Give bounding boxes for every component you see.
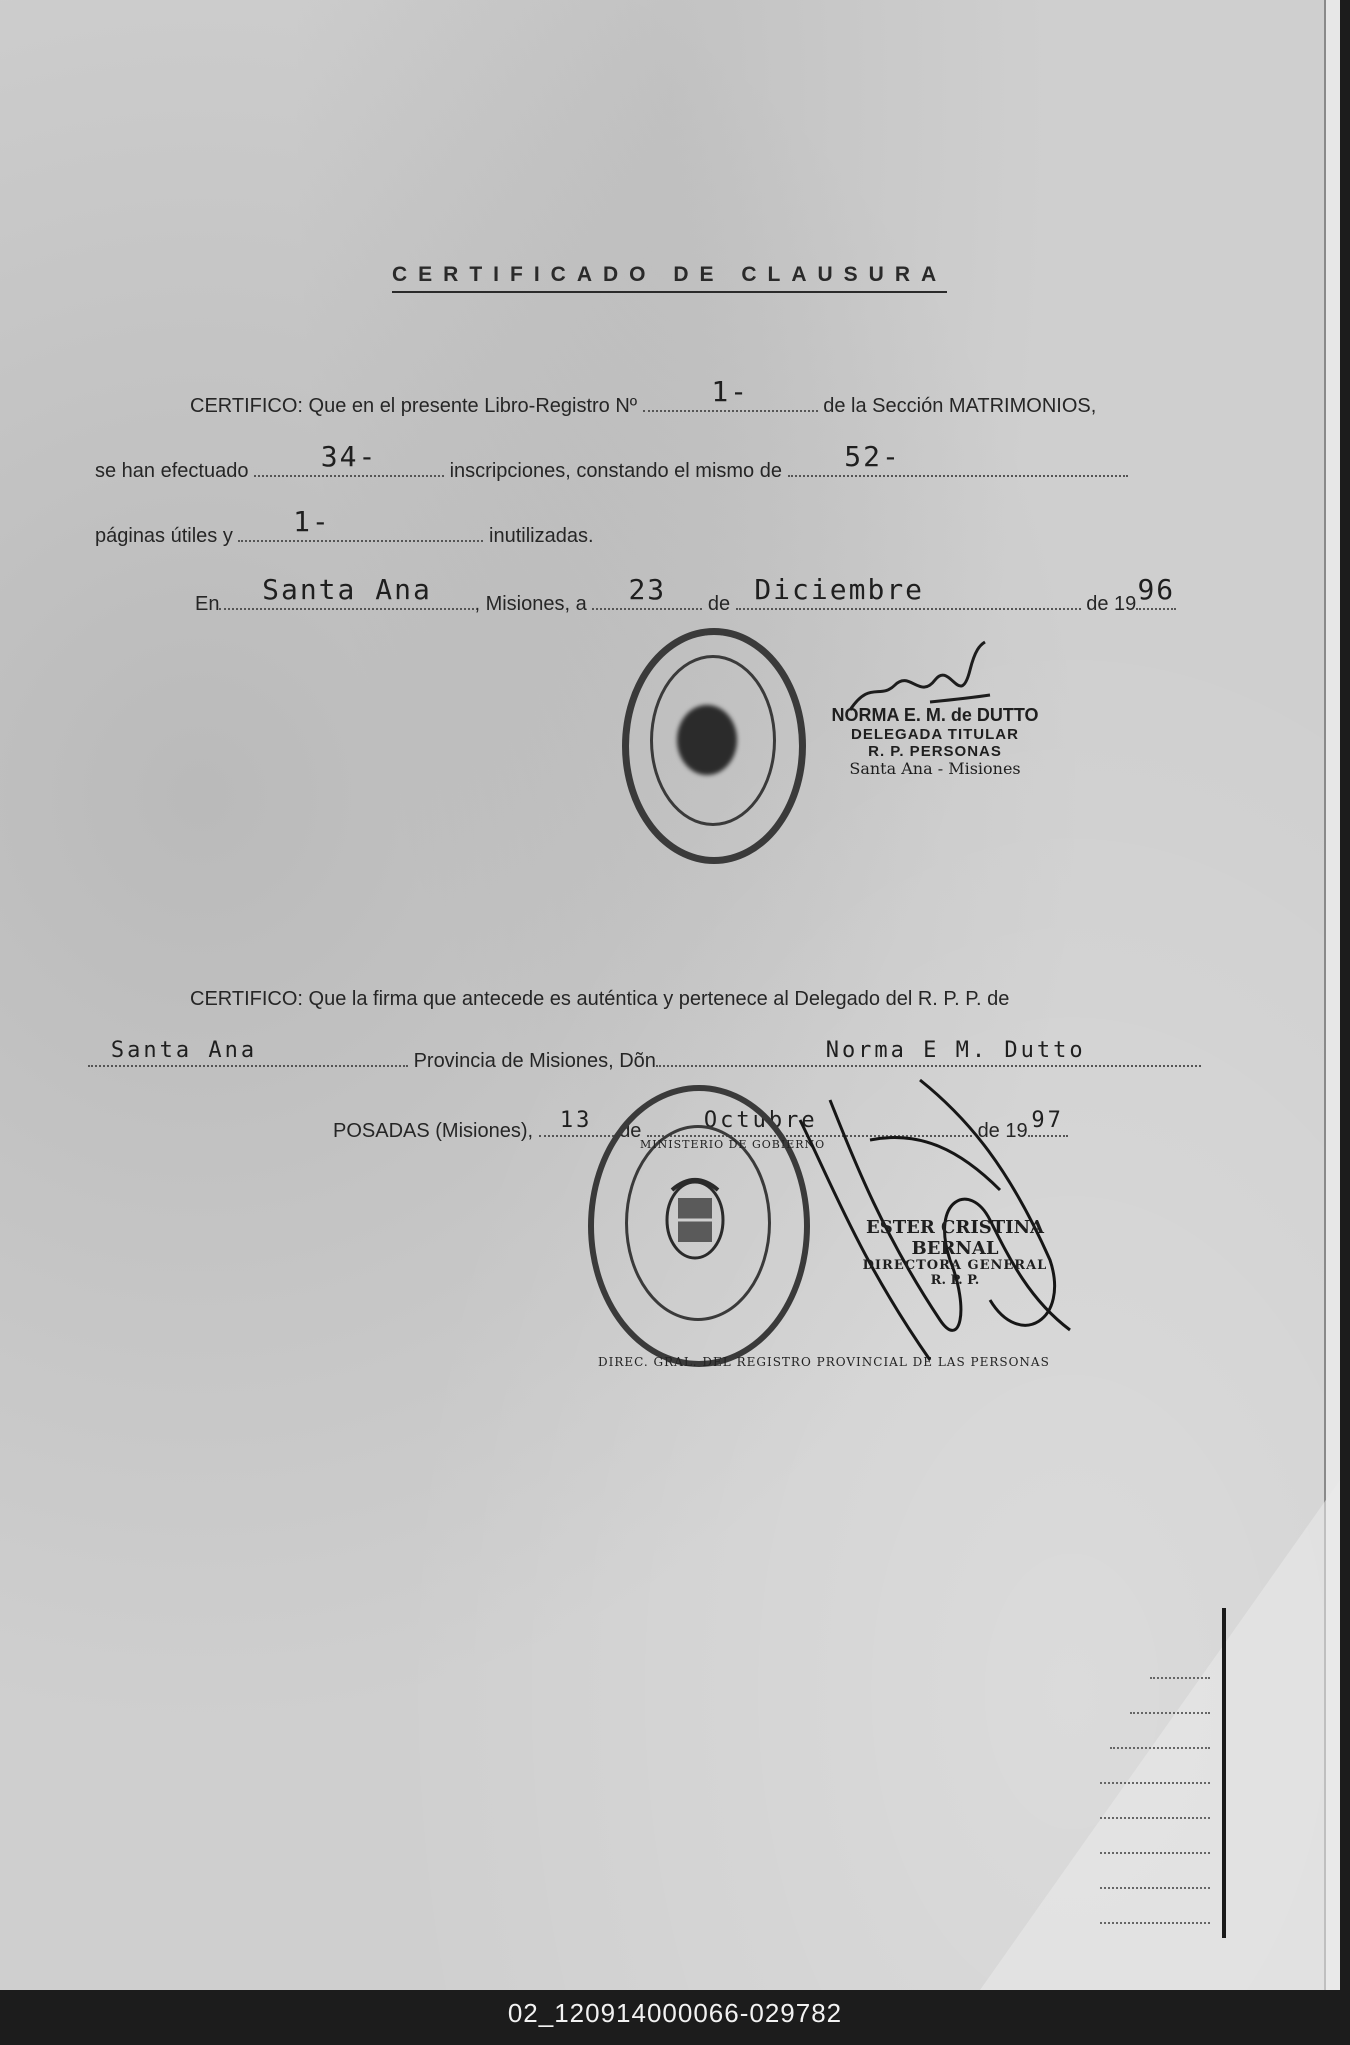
- form-line: [1110, 1745, 1210, 1749]
- section2-anio-value: 97: [1031, 1108, 1064, 1133]
- coat-of-arms-icon: [660, 1170, 730, 1265]
- section1-line2-mid: inscripciones, constando el mismo de: [449, 460, 782, 482]
- scan-id-footer: 02_120914000066-029782: [507, 1998, 843, 2028]
- dia-value: 23: [628, 573, 667, 606]
- inscripciones-field: [254, 440, 444, 477]
- stamp-seal-mark: [677, 705, 737, 775]
- section2-line3-suffix: de 19: [977, 1120, 1028, 1142]
- form-line: [1150, 1675, 1210, 1679]
- section1-line4-mid1: , Misiones, a: [474, 593, 587, 615]
- mes-field: [736, 573, 1081, 610]
- inscripciones-value: 34-: [320, 440, 378, 473]
- libro-num-value: 1-: [711, 375, 750, 408]
- section2-line2-mid: Provincia de Misiones, Dõn: [413, 1050, 656, 1072]
- section1-line2-prefix: se han efectuado: [95, 460, 249, 482]
- form-line: [1100, 1850, 1210, 1854]
- delegado-org: R. P. PERSONAS: [868, 742, 1002, 760]
- section1-line3-suffix: inutilizadas.: [489, 525, 594, 547]
- section2-dia-value: 13: [559, 1108, 593, 1133]
- section2-dia-field: [539, 1108, 614, 1137]
- section2-line3-mid: de: [619, 1120, 642, 1142]
- director-signature-block: [820, 1218, 1090, 1289]
- form-line: [1130, 1710, 1210, 1714]
- section2-line3-prefix: POSADAS (Misiones),: [333, 1120, 534, 1142]
- section1-line1-suffix: de la Sección MATRIMONIOS,: [823, 395, 1097, 417]
- form-line: [1100, 1920, 1210, 1924]
- mes-value: Diciembre: [754, 573, 925, 606]
- director-org: R. P. P.: [930, 1273, 980, 1289]
- anio-value: 96: [1137, 573, 1176, 606]
- stamp2-inner-text: MINISTERIO DE GOBIERNO: [640, 1138, 826, 1151]
- stamp2-ring-text: DIREC. GRAL. DEL REGISTRO PROVINCIAL DE LAS PERSONAS: [598, 1355, 1050, 1369]
- paginas-value: 52-: [844, 440, 901, 473]
- lugar-field: [219, 573, 474, 610]
- lugar-value: Santa Ana: [262, 573, 432, 606]
- section2-lugar-field: [88, 1038, 408, 1067]
- section1-line4-mid2: de: [707, 593, 731, 615]
- director-title: DIRECTORA GENERAL: [862, 1258, 1048, 1274]
- form-fragment: [1100, 1610, 1330, 1940]
- nombre-value: Norma E M. Dutto: [825, 1038, 1086, 1063]
- section2-lugar-value: Santa Ana: [110, 1038, 258, 1063]
- delegado-signature-block: [815, 705, 1055, 779]
- section1-line1: [190, 375, 1097, 418]
- libro-num-field: [643, 375, 818, 412]
- section1-line3-prefix: páginas útiles y: [95, 525, 233, 547]
- director-name: ESTER CRISTINA BERNAL: [866, 1217, 1044, 1259]
- dia-field: [592, 573, 702, 610]
- paginas-field: [788, 440, 1128, 477]
- form-line: [1100, 1780, 1210, 1784]
- section2-mes-value: Octubre: [703, 1108, 818, 1133]
- delegado-name: NORMA E. M. de DUTTO: [831, 705, 1039, 725]
- section2-line1: CERTIFICO: Que la firma que antecede es auténtica y pertenece al Delegado del R. P. P. de: [190, 988, 1010, 1010]
- delegado-place: Santa Ana - Misiones: [849, 759, 1021, 779]
- section1-line1-prefix: CERTIFICO: Que en el presente Libro-Registro Nº: [190, 395, 638, 417]
- inutilizadas-field: [238, 505, 483, 542]
- inutilizadas-value: 1-: [293, 505, 331, 538]
- form-line: [1100, 1885, 1210, 1889]
- section1-line4-prefix: En: [195, 593, 220, 615]
- document-title: CERTIFICADO DE CLAUSURA: [392, 263, 947, 293]
- anio-field: [1136, 573, 1176, 610]
- section1-line2: [95, 440, 1128, 483]
- delegado-title: DELEGADA TITULAR: [851, 725, 1019, 743]
- section1-line4-mid3: de 19: [1086, 593, 1137, 615]
- section1-line4: [195, 573, 1176, 616]
- form-line: [1100, 1815, 1210, 1819]
- section1-line3: [95, 505, 594, 548]
